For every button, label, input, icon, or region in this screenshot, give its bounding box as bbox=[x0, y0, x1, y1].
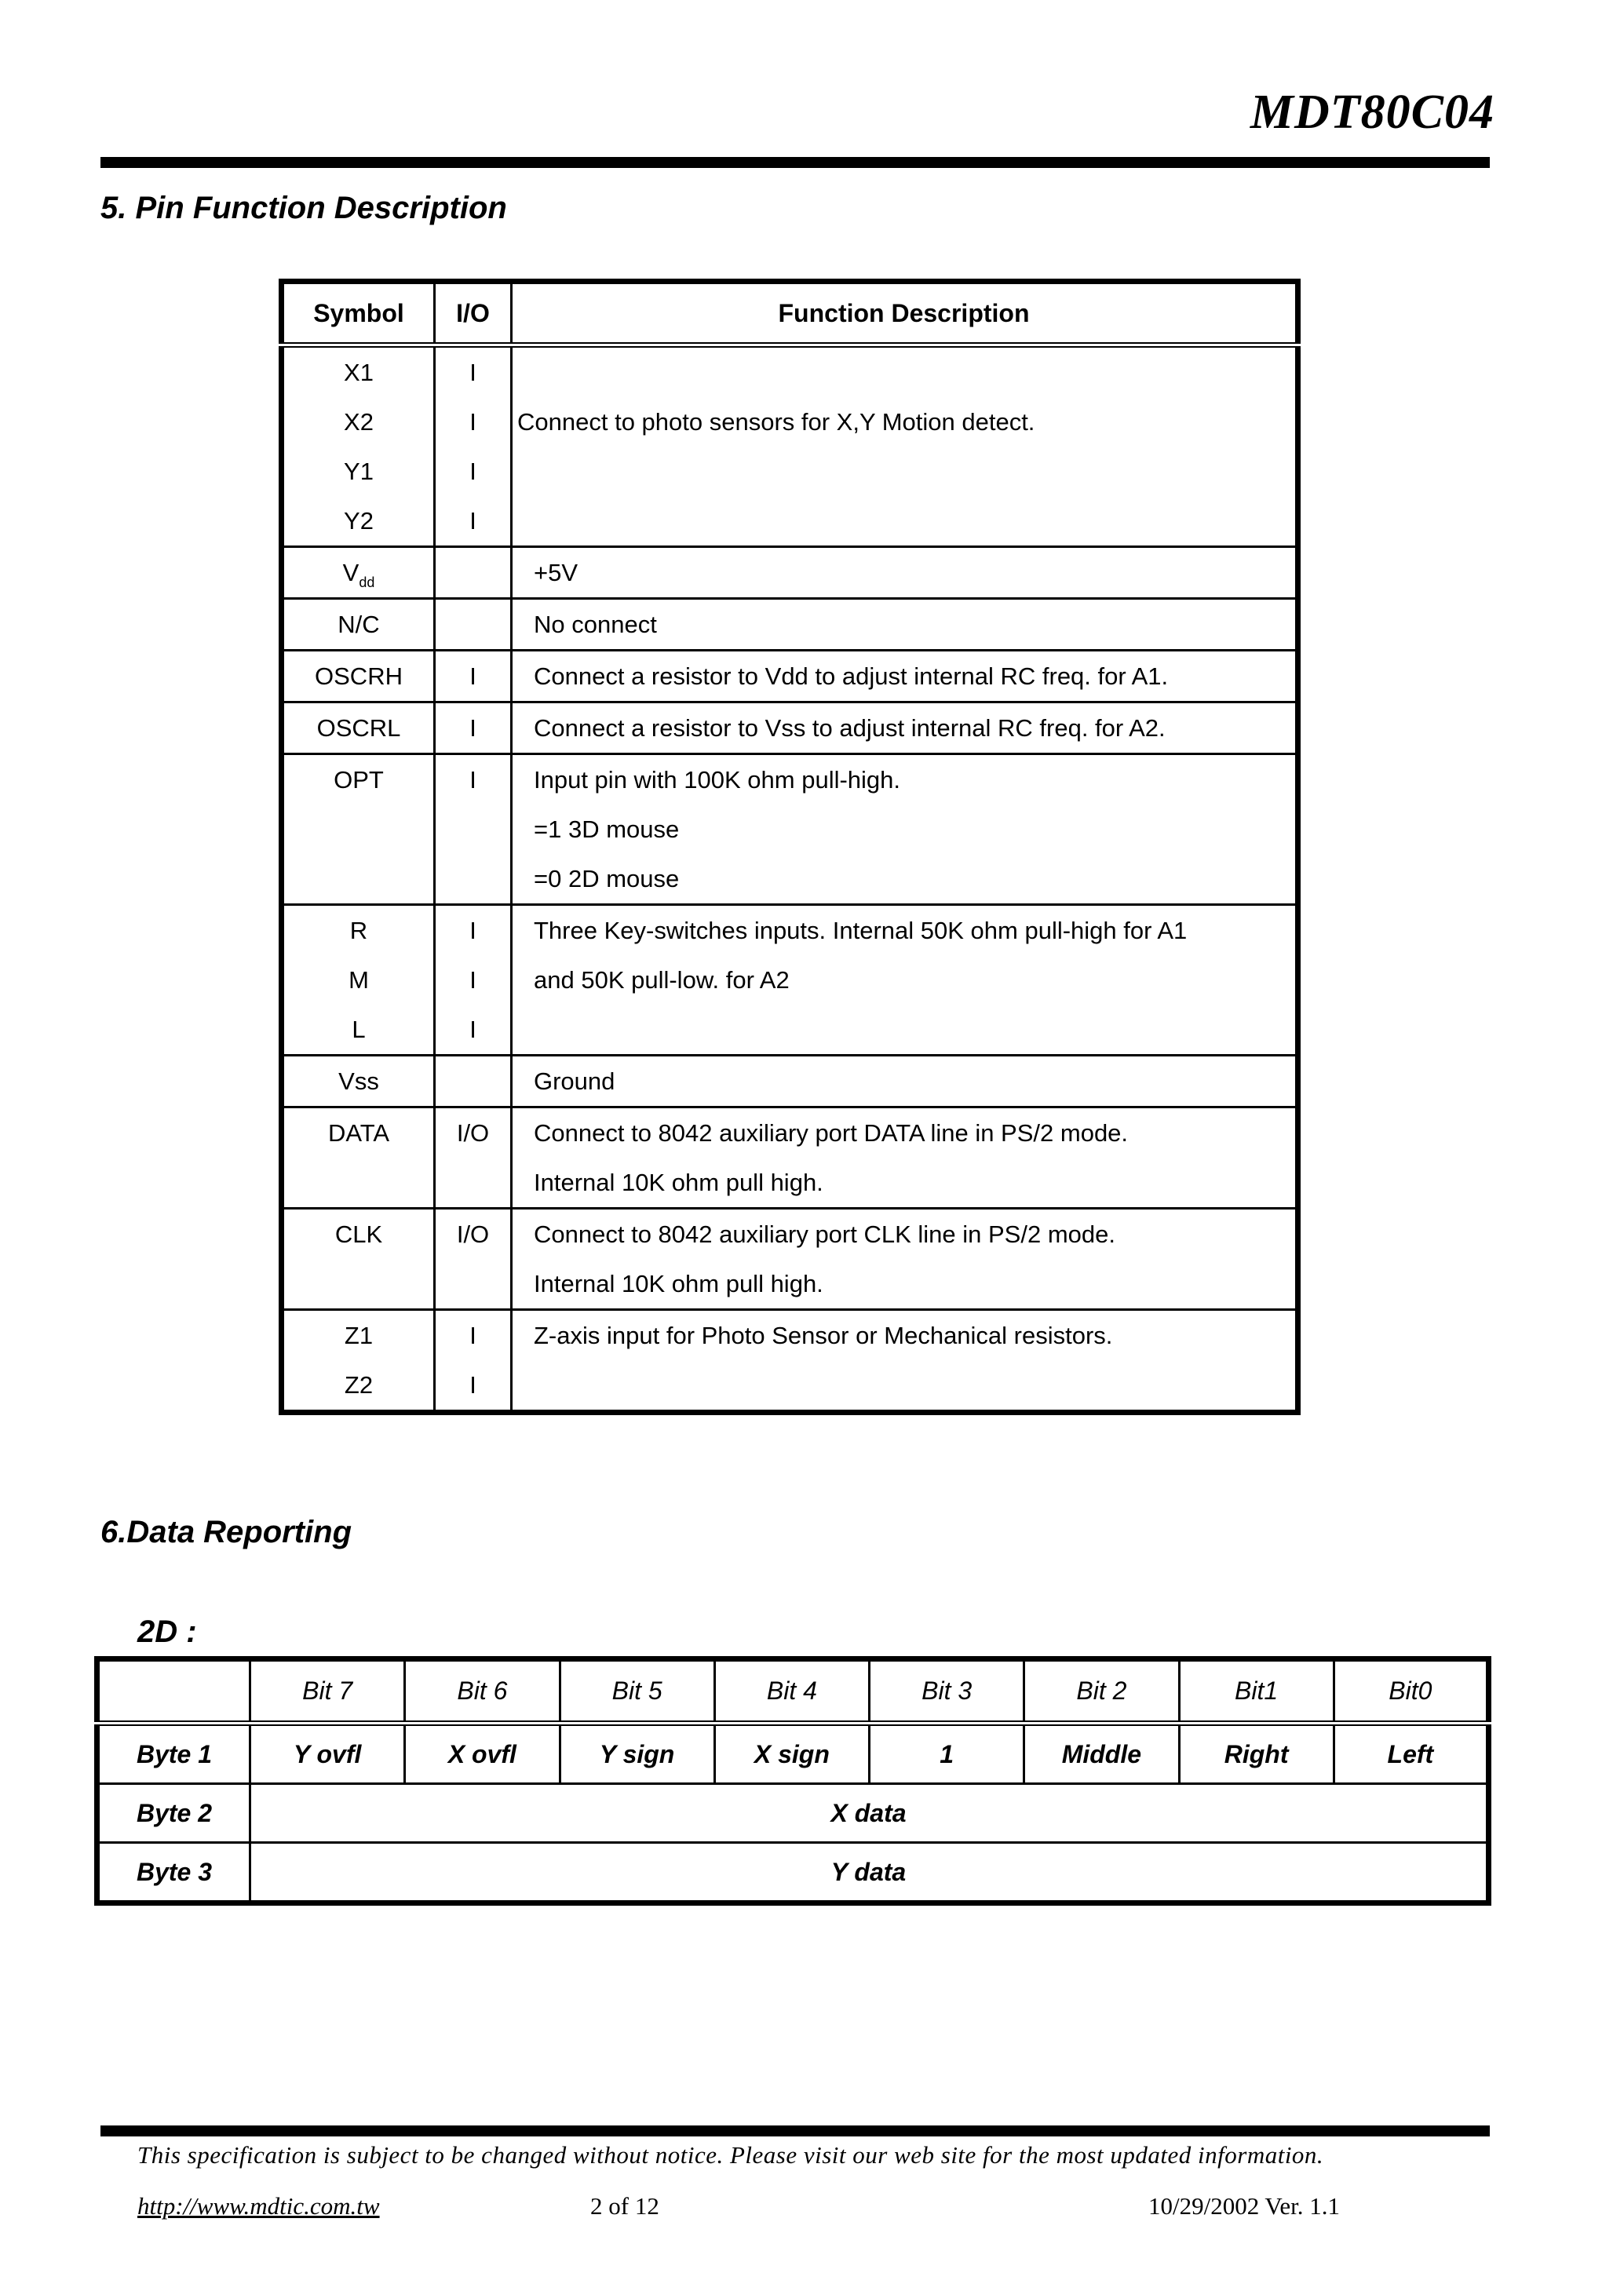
website-link[interactable]: http://www.mdtic.com.tw bbox=[137, 2192, 380, 2220]
io-cell bbox=[435, 599, 512, 651]
symbol-cell: Vss bbox=[282, 1056, 435, 1107]
description-cell: Z-axis input for Photo Sensor or Mechanical resistors. bbox=[512, 1310, 1298, 1413]
description-line bbox=[513, 348, 1295, 397]
bit-cell: 1 bbox=[870, 1724, 1024, 1784]
bit-cell: Left bbox=[1334, 1724, 1488, 1784]
description-line: Connect to photo sensors for X,Y Motion detect. bbox=[517, 408, 1035, 436]
byte-1-row bbox=[97, 1724, 1489, 1784]
pin-row-data bbox=[282, 1107, 1298, 1209]
bit-header-row bbox=[97, 1659, 1489, 1724]
description-cell bbox=[512, 547, 1298, 599]
pin-row-vss bbox=[282, 1056, 1298, 1107]
bit-cell: Y sign bbox=[560, 1724, 714, 1784]
page-number: 2 of 12 bbox=[590, 2192, 659, 2220]
io-cell bbox=[435, 547, 512, 599]
io-cell bbox=[435, 345, 512, 547]
io-cell bbox=[435, 1056, 512, 1107]
bit-header: Bit 6 bbox=[405, 1659, 560, 1724]
column-header-io: I/O bbox=[435, 282, 512, 345]
symbol-x2: X2 bbox=[344, 408, 374, 436]
description-cell: Three Key-switches inputs. Internal 50K ohm pull-high for A1 and 50K pull-low. for A2 bbox=[512, 905, 1298, 1056]
pin-row-clk bbox=[282, 1209, 1298, 1310]
bit-header: Bit 7 bbox=[250, 1659, 405, 1724]
symbol-cell: R M L bbox=[282, 905, 435, 1056]
io-cell: I bbox=[435, 754, 512, 905]
section-6-heading: 6.Data Reporting bbox=[100, 1515, 352, 1549]
symbol-y2: Y2 bbox=[344, 507, 374, 535]
io-cell: I bbox=[435, 651, 512, 702]
description-line bbox=[513, 447, 1295, 496]
column-header-function: Function Description bbox=[512, 282, 1298, 345]
bit-header: Bit 2 bbox=[1024, 1659, 1179, 1724]
description-line bbox=[513, 496, 1295, 545]
bit-header: Bit1 bbox=[1179, 1659, 1334, 1724]
byte-label: Byte 1 bbox=[97, 1724, 250, 1784]
byte-label: Byte 2 bbox=[97, 1784, 250, 1843]
io-cell: I I bbox=[435, 1310, 512, 1413]
io-value: I bbox=[469, 359, 476, 386]
io-cell: I/O bbox=[435, 1209, 512, 1310]
bit-cell: Y ovfl bbox=[250, 1724, 405, 1784]
pin-row-z bbox=[282, 1310, 1298, 1413]
byte-2-row bbox=[97, 1784, 1489, 1843]
byte-label: Byte 3 bbox=[97, 1843, 250, 1903]
pin-row-oscrl bbox=[282, 702, 1298, 754]
io-value: I bbox=[469, 408, 476, 436]
symbol-y1: Y1 bbox=[344, 458, 374, 485]
header-rule bbox=[100, 157, 1490, 168]
io-cell: I/O bbox=[435, 1107, 512, 1209]
symbol-cell: OSCRH bbox=[282, 651, 435, 702]
document-title: MDT80C04 bbox=[1250, 86, 1494, 139]
symbol-cell: OPT bbox=[282, 754, 435, 905]
column-header-symbol: Symbol bbox=[282, 282, 435, 345]
description-cell: Ground bbox=[512, 1056, 1298, 1107]
symbol-cell: OSCRL bbox=[282, 702, 435, 754]
bit-header: Bit 5 bbox=[560, 1659, 714, 1724]
symbol-cell: Z1 Z2 bbox=[282, 1310, 435, 1413]
corner-cell bbox=[97, 1659, 250, 1724]
bit-header: Bit0 bbox=[1334, 1659, 1488, 1724]
subheading-2d: 2D : bbox=[137, 1615, 197, 1649]
pin-row-nc bbox=[282, 599, 1298, 651]
bit-header: Bit 4 bbox=[714, 1659, 869, 1724]
io-cell: I I I bbox=[435, 905, 512, 1056]
data-reporting-table bbox=[94, 1656, 1491, 1906]
bit-header: Bit 3 bbox=[870, 1659, 1024, 1724]
io-value: I bbox=[469, 507, 476, 535]
symbol-vdd: $V_{dd}$ bbox=[342, 559, 375, 590]
x-data-cell: X data bbox=[250, 1784, 1489, 1843]
footer-rule bbox=[100, 2125, 1490, 2136]
description-cell: Connect to 8042 auxiliary port DATA line in PS/2 mode. Internal 10K ohm pull high. bbox=[512, 1107, 1298, 1209]
symbol-x1: X1 bbox=[344, 359, 374, 386]
io-value: I bbox=[469, 458, 476, 485]
description-cell: Input pin with 100K ohm pull-high. =1 3D mouse =0 2D mouse bbox=[512, 754, 1298, 905]
io-cell: I bbox=[435, 702, 512, 754]
description-cell bbox=[512, 345, 1298, 547]
bit-cell: X ovfl bbox=[405, 1724, 560, 1784]
byte-3-row bbox=[97, 1843, 1489, 1903]
pin-row-vdd bbox=[282, 547, 1298, 599]
date-version: 10/29/2002 Ver. 1.1 bbox=[1148, 2192, 1340, 2220]
bit-cell: Middle bbox=[1024, 1724, 1179, 1784]
pin-row-xy bbox=[282, 345, 1298, 547]
section-5-heading: 5. Pin Function Description bbox=[100, 191, 507, 225]
symbol-cell: N/C bbox=[282, 599, 435, 651]
symbol-cell bbox=[282, 547, 435, 599]
symbol-cell bbox=[282, 345, 435, 547]
symbol-cell: DATA bbox=[282, 1107, 435, 1209]
footer-disclaimer: This specification is subject to be changed without notice. Please visit our web site for the most updated information. bbox=[137, 2141, 1324, 2169]
pin-function-table bbox=[279, 279, 1301, 1415]
pin-row-oscrh bbox=[282, 651, 1298, 702]
pin-table-header-row bbox=[282, 282, 1298, 345]
description-cell: Connect to 8042 auxiliary port CLK line in PS/2 mode. Internal 10K ohm pull high. bbox=[512, 1209, 1298, 1310]
description-line: +5V bbox=[534, 559, 578, 586]
y-data-cell: Y data bbox=[250, 1843, 1489, 1903]
symbol-cell: CLK bbox=[282, 1209, 435, 1310]
bit-cell: X sign bbox=[714, 1724, 869, 1784]
description-cell: Connect a resistor to Vdd to adjust internal RC freq. for A1. bbox=[512, 651, 1298, 702]
pin-row-keys bbox=[282, 905, 1298, 1056]
bit-cell: Right bbox=[1179, 1724, 1334, 1784]
description-cell: Connect a resistor to Vss to adjust internal RC freq. for A2. bbox=[512, 702, 1298, 754]
pin-row-opt bbox=[282, 754, 1298, 905]
description-cell: No connect bbox=[512, 599, 1298, 651]
